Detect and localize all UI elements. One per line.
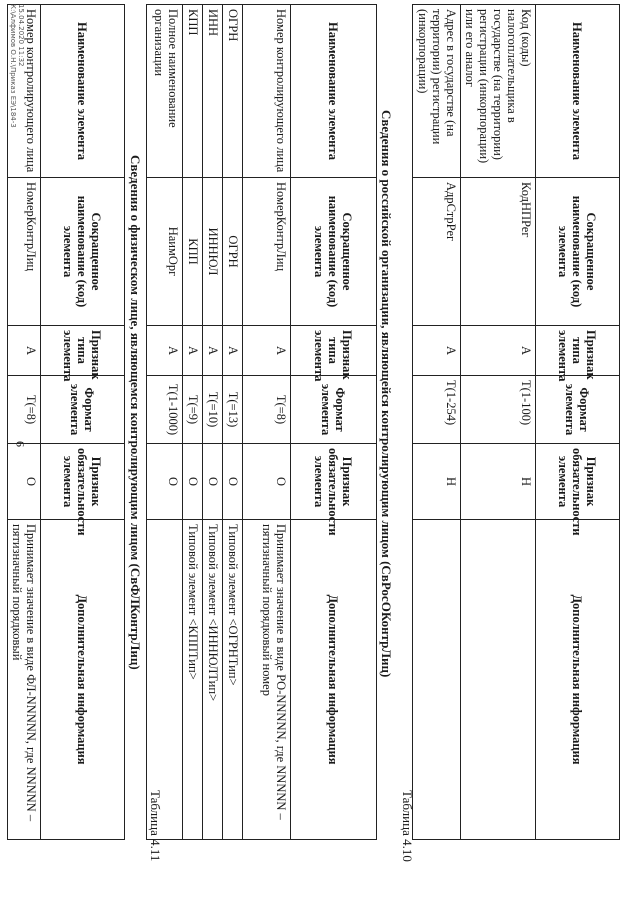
cell: А [203, 326, 223, 376]
cell: Т(=9) [183, 376, 203, 444]
cell: Т(=10) [203, 376, 223, 444]
cell: КПП [183, 5, 203, 178]
table-row [461, 5, 536, 840]
cell: Н [461, 444, 536, 520]
cell: Адрес в государстве (на территории) регистрации (инкорпорации) [413, 5, 461, 178]
header-code: Сокращенное наименование (код) элемента [536, 178, 620, 326]
cell: О [183, 444, 203, 520]
header-name: Наименование элемента [291, 5, 377, 178]
cell: Типовой элемент <КППТип> [183, 520, 203, 840]
cell: КодНПРег [461, 178, 536, 326]
header-info: Дополнительная информация [291, 520, 377, 840]
cell: АдрСтрРег [413, 178, 461, 326]
table-top [412, 4, 620, 840]
header-required: Признак обязательности элемента [536, 444, 620, 520]
header-required: Признак обязательности элемента [41, 444, 125, 520]
cell: Принимает значение в виде ФЛ-NNNNN, где NNNNN – пятизначный порядковый [8, 520, 41, 840]
header-required: Признак обязательности элемента [291, 444, 377, 520]
cell: НомерКонтрЛиц [8, 178, 41, 326]
header-format: Формат элемента [291, 376, 377, 444]
page-number: 9 [13, 441, 27, 447]
cell: А [413, 326, 461, 376]
table-410-number: Таблица 4.10 [400, 790, 415, 862]
cell: НаимОрг [147, 178, 183, 326]
table-row [223, 5, 243, 840]
cell [461, 520, 536, 840]
header-format: Формат элемента [536, 376, 620, 444]
header-info: Дополнительная информация [41, 520, 125, 840]
header-type: Признак типа элемента [536, 326, 620, 376]
table-row [203, 5, 223, 840]
cell: ОГРН [223, 178, 243, 326]
stamp-line-1: 15.04.2020 11:32 [17, 4, 25, 67]
table-row [243, 5, 291, 840]
header-type: Признак типа элемента [41, 326, 125, 376]
cell: А [183, 326, 203, 376]
cell: А [147, 326, 183, 376]
file-stamp [9, 4, 25, 128]
cell: Т(1-254) [413, 376, 461, 444]
cell: А [461, 326, 536, 376]
cell: Т(=8) [243, 376, 291, 444]
header-format: Формат элемента [41, 376, 125, 444]
cell: О [223, 444, 243, 520]
cell [413, 520, 461, 840]
header-name: Наименование элемента [536, 5, 620, 178]
header-info: Дополнительная информация [536, 520, 620, 840]
table-411-caption: Сведения о физическом лице, являющемся контролирующим лицом (СвФЛКонтрЛиц) [128, 155, 143, 670]
cell: Номер контролирующего лица [243, 5, 291, 178]
table-411 [7, 4, 125, 840]
table-row [8, 5, 41, 840]
header-code: Сокращенное наименование (код) элемента [41, 178, 125, 326]
cell: Т(1-100) [461, 376, 536, 444]
cell: Типовой элемент <ИННЮЛТип> [203, 520, 223, 840]
cell: А [243, 326, 291, 376]
cell: А [8, 326, 41, 376]
cell: Типовой элемент <ОГРНТип> [223, 520, 243, 840]
cell: Принимает значение в виде РО-NNNNN, где NNNNN – пятизначный порядковый номер [243, 520, 291, 840]
table-row [413, 5, 461, 840]
cell: О [243, 444, 291, 520]
cell: О [8, 444, 41, 520]
cell: Т(=13) [223, 376, 243, 444]
table-row [147, 5, 183, 840]
cell: ОГРН [223, 5, 243, 178]
stamp-line-2: К:\Алфимов О.Н.\Приказ ЕЭ\184-3 [9, 4, 17, 128]
cell: КПП [183, 178, 203, 326]
header-code: Сокращенное наименование (код) элемента [291, 178, 377, 326]
table-410 [146, 4, 377, 840]
table-410-caption: Сведения о российской организации, являющейся контролирующим лицом (СвРосОКонтрЛиц) [379, 110, 394, 678]
cell: Т(=8) [8, 376, 41, 444]
cell: О [203, 444, 223, 520]
cell: Н [413, 444, 461, 520]
cell: А [223, 326, 243, 376]
table-row [183, 5, 203, 840]
cell: НомерКонтрЛиц [243, 178, 291, 326]
table-411-number: Таблица 4.11 [148, 790, 163, 862]
cell: Т(1-1000) [147, 376, 183, 444]
cell: О [147, 444, 183, 520]
cell: Номер контролирующего лица [8, 5, 41, 178]
cell: Код (коды) налогоплательщика в государстве (на территории) регистрации (инкорпорации) или его аналог [461, 5, 536, 178]
cell: Полное наименование организации [147, 5, 183, 178]
cell: ИНН [203, 5, 223, 178]
cell: ИННЮЛ [203, 178, 223, 326]
header-type: Признак типа элемента [291, 326, 377, 376]
header-name: Наименование элемента [41, 5, 125, 178]
